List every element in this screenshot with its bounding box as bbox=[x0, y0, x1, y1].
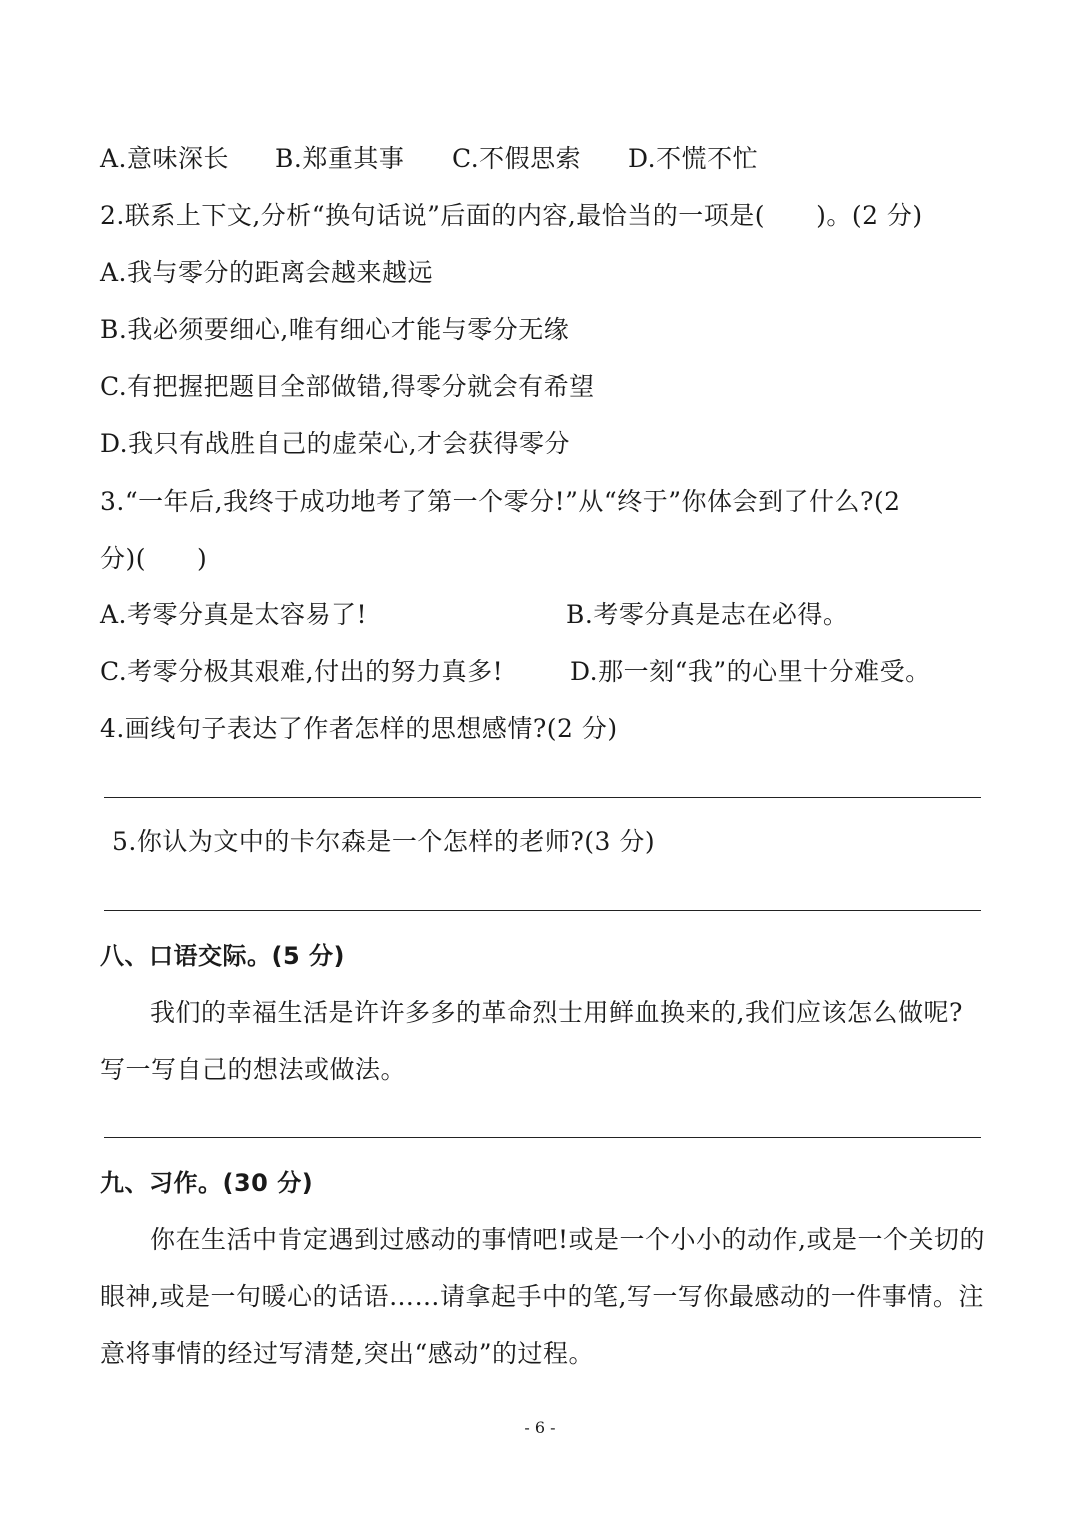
section9-paragraph-line2: 眼神,或是一句暖心的话语……请拿起手中的笔,写一写你最感动的一件事情。注 bbox=[100, 1282, 984, 1311]
section8-heading: 八、口语交际。(5 分) bbox=[100, 942, 345, 970]
q3-option-d: D.那一刻“我”的心里十分难受。 bbox=[570, 657, 931, 686]
q5-stem: 5.你认为文中的卡尔森是一个怎样的老师?(3 分) bbox=[112, 827, 656, 856]
q3-stem-line1: 3.“一年后,我终于成功地考了第一个零分!”从“终于”你体会到了什么?(2 bbox=[100, 487, 901, 516]
q3-option-b: B.考零分真是志在必得。 bbox=[566, 600, 849, 629]
q3-option-c: C.考零分极其艰难,付出的努力真多! bbox=[100, 657, 504, 686]
section9-paragraph-line3: 意将事情的经过写清楚,突出“感动”的过程。 bbox=[100, 1339, 595, 1368]
page-number: - 6 - bbox=[524, 1418, 556, 1437]
q2-option-c: C.有把握把题目全部做错,得零分就会有希望 bbox=[100, 372, 595, 401]
q2-stem: 2.联系上下文,分析“换句话说”后面的内容,最恰当的一项是( )。(2 分) bbox=[100, 201, 923, 230]
q5-answer-line[interactable] bbox=[104, 910, 981, 911]
q3-stem-line2: 分)( ) bbox=[100, 544, 208, 573]
section8-paragraph-line2: 写一写自己的想法或做法。 bbox=[100, 1055, 407, 1084]
q1-option-c: C.不假思索 bbox=[452, 144, 582, 173]
section8-paragraph-line1: 我们的幸福生活是许许多多的革命烈士用鲜血换来的,我们应该怎么做呢? bbox=[150, 998, 963, 1027]
section9-heading: 九、习作。(30 分) bbox=[100, 1169, 314, 1197]
q1-option-a: A.意味深长 bbox=[100, 144, 230, 173]
q2-option-b: B.我必须要细心,唯有细心才能与零分无缘 bbox=[100, 315, 570, 344]
section8-answer-line[interactable] bbox=[104, 1137, 981, 1138]
q2-option-a: A.我与零分的距离会越来越远 bbox=[100, 258, 434, 287]
q4-answer-line[interactable] bbox=[104, 797, 981, 798]
q1-option-b: B.郑重其事 bbox=[275, 144, 405, 173]
section9-paragraph-line1: 你在生活中肯定遇到过感动的事情吧!或是一个小小的动作,或是一个关切的 bbox=[150, 1225, 985, 1254]
q4-stem: 4.画线句子表达了作者怎样的思想感情?(2 分) bbox=[100, 714, 618, 743]
q1-option-d: D.不慌不忙 bbox=[628, 144, 759, 173]
q3-option-a: A.考零分真是太容易了! bbox=[100, 600, 368, 629]
q2-option-d: D.我只有战胜自己的虚荣心,才会获得零分 bbox=[100, 429, 571, 458]
